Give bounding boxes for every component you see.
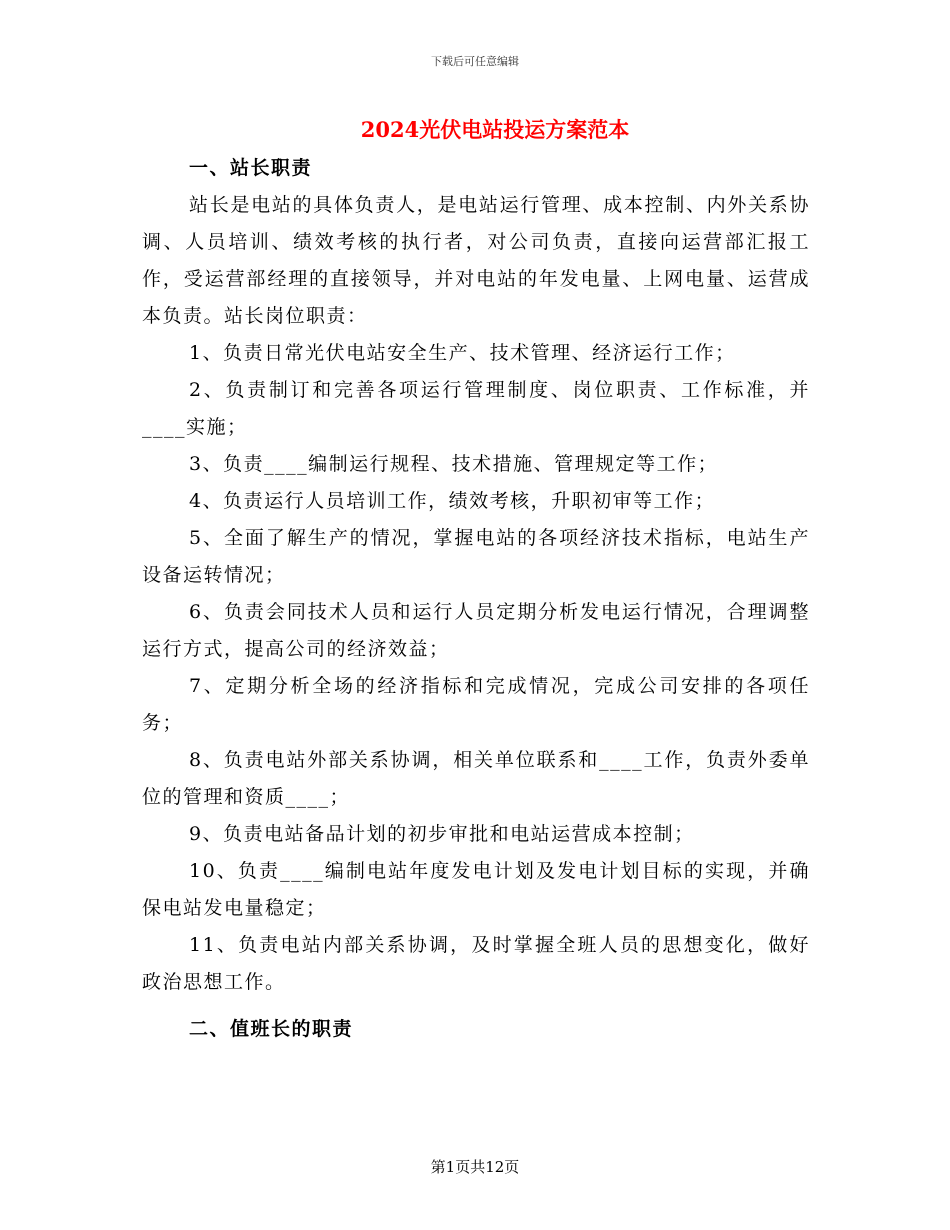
duty-item: 2、负责制订和完善各项运行管理制度、岗位职责、工作标准，并____实施；	[142, 379, 810, 438]
duty-item: 8、负责电站外部关系协调，相关单位联系和____工作，负责外委单位的管理和资质____；	[142, 749, 810, 808]
duty-item: 11、负责电站内部关系协调，及时掌握全班人员的思想变化，做好政治思想工作。	[142, 934, 810, 993]
header-note: 下载后可任意编辑	[431, 55, 519, 68]
document-title: 2024光伏电站投运方案范本	[360, 117, 630, 142]
duty-item: 1、负责日常光伏电站安全生产、技术管理、经济运行工作；	[189, 342, 736, 364]
duty-item: 7、定期分析全场的经济指标和完成情况，完成公司安排的各项任务；	[142, 675, 810, 734]
duty-item: 6、负责会同技术人员和运行人员定期分析发电运行情况，合理调整运行方式，提高公司的经济效益；	[142, 601, 810, 660]
intro-paragraph: 站长是电站的具体负责人，是电站运行管理、成本控制、内外关系协调、人员培训、绩效考核的执行者，对公司负责，直接向运营部汇报工作，受运营部经理的直接领导，并对电站的年发电量、上网电量、运营成本负责。站长岗位职责：	[142, 194, 810, 327]
section-heading: 二、值班长的职责	[189, 1018, 354, 1040]
duty-item: 5、全面了解生产的情况，掌握电站的各项经济技术指标，电站生产设备运转情况；	[142, 527, 810, 586]
section-heading: 一、站长职责	[189, 157, 313, 179]
duty-item: 10、负责____编制电站年度发电计划及发电计划目标的实现，并确保电站发电量稳定；	[142, 860, 810, 919]
duty-item: 9、负责电站备品计划的初步审批和电站运营成本控制；	[189, 823, 695, 845]
duty-item: 3、负责____编制运行规程、技术措施、管理规定等工作；	[189, 453, 719, 475]
duty-item: 4、负责运行人员培训工作，绩效考核，升职初审等工作；	[189, 490, 716, 512]
document-body	[142, 150, 810, 1048]
page-number: 第1页共12页	[430, 1158, 520, 1176]
